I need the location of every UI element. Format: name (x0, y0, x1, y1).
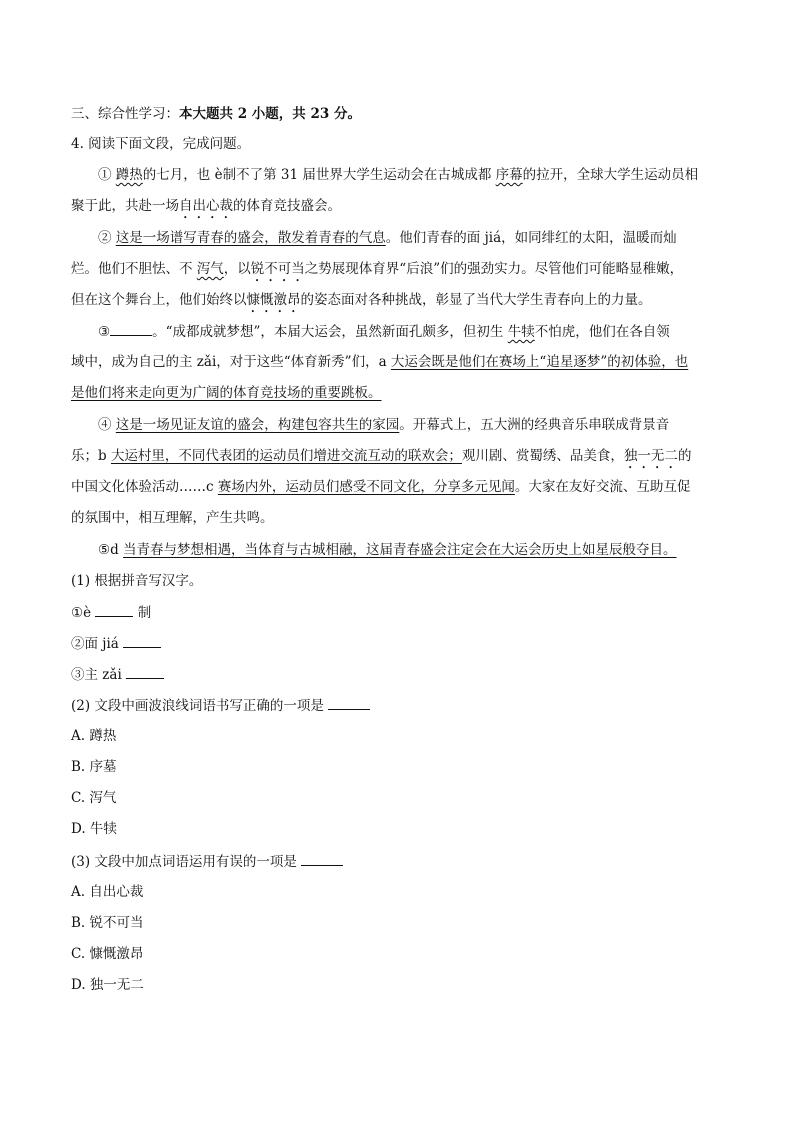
subquestion-1-heading: (1) 根据拼音写汉字。 (71, 573, 203, 589)
para4-text: 乐；b (71, 448, 111, 464)
answer-blank[interactable] (301, 851, 343, 866)
para4-text: 。开幕式上，五大洲的经典音乐串联成背景音 (399, 417, 670, 433)
subquestion-1-item-2 (71, 633, 161, 654)
pinyin-label: ②面 jiá (71, 636, 119, 652)
pinyin-label: ③主 zǎi (71, 667, 122, 683)
para2-text: 的姿态面对各种挑战，彰显了当代大学生青春向上的力量。 (300, 292, 652, 308)
option-d[interactable]: D. 独一无二 (71, 977, 144, 993)
para3-line2 (71, 352, 688, 372)
dotted-word-4: 独一无二 (623, 448, 678, 464)
answer-blank[interactable] (126, 664, 164, 679)
para4-line4: 的氛围中，相互理解，产生共鸣。 (71, 510, 274, 526)
dotted-word-3: 慷慨激昂 (246, 292, 301, 308)
subquestion-3-text: (3) 文段中加点词语运用有误的一项是 (71, 854, 297, 870)
fill-in-blank[interactable] (110, 321, 152, 336)
para1-text: 的体育竞技盛会。 (233, 198, 341, 214)
para3-line3 (71, 383, 382, 403)
pinyin-label: ①è (71, 605, 92, 621)
underlined-sentence-c: 赛场内外，运动员们感受不同文化，分享多元见闻 (217, 479, 515, 495)
underlined-sentence-b: 大运村里，不同代表团的运动员们增进交流互动的联欢会； (110, 448, 462, 464)
para4-line3 (71, 477, 690, 497)
underlined-sentence: 这是一场谱写青春的盛会，散发着青春的气息 (115, 230, 386, 246)
question-4-heading: 4. 阅读下面文段，完成问题。 (71, 136, 251, 152)
para4-text: 的 (677, 448, 692, 464)
subquestion-1-item-1 (71, 602, 151, 623)
subquestion-3-heading (71, 851, 343, 872)
underlined-sentence-d: 当青春与梦想相遇，当体育与古城相融，这届青春盛会注定会在大运会历史上如星辰般夺目。 (123, 542, 677, 558)
para2-text: 烂。他们不胆怯、不 (71, 261, 197, 277)
para5-line1 (98, 540, 677, 560)
underlined-sentence: 这是一场见证友谊的盛会，构建包容共生的家园 (115, 417, 400, 433)
para3-text: 不怕虎，他们在各自领 (534, 324, 670, 340)
para4-line2 (71, 446, 691, 472)
para4-text: 。大家在友好交流、互助互促 (514, 479, 691, 495)
option-b[interactable]: B. 锐不可当 (71, 915, 144, 931)
wavy-word-2: 序幕 (495, 167, 523, 183)
underlined-sentence-a: 大运会既是他们在赛场上“追星逐梦”的初体验，也 (390, 354, 689, 370)
section-scoring: 本大题共 2 小题，共 23 分。 (179, 106, 361, 122)
option-a[interactable]: A. 蹲热 (71, 728, 117, 744)
para1-line2 (71, 196, 341, 222)
wavy-word-3: 泻气 (196, 261, 224, 277)
para1-text: 聚于此，共赴一场 (71, 198, 179, 214)
section-prefix: 三、综合性学习： (71, 106, 179, 122)
subquestion-2-text: (2) 文段中画波浪线词语书写正确的一项是 (71, 698, 324, 714)
option-b[interactable]: B. 序墓 (71, 759, 117, 775)
para1-text: 的七月，也 è制不了第 31 届世界大学生运动会在古城成都 (142, 167, 496, 183)
para1-marker: ① (98, 167, 116, 183)
para3-line1 (98, 321, 670, 342)
option-c[interactable]: C. 慷慨激昂 (71, 946, 144, 962)
para2-text: 但在这个舞台上，他们始终以 (71, 292, 247, 308)
para2-line1 (98, 228, 677, 248)
underlined-sentence-a: 是他们将来走向更为广阔的体育竞技场的重要跳板。 (71, 385, 382, 401)
subquestion-1-item-3 (71, 664, 164, 685)
option-d[interactable]: D. 牛犊 (71, 821, 117, 837)
para2-text: 之势展现体育界“后浪”们的强劲实力。尽管他们可能略显稚嫩， (304, 261, 684, 277)
para3-text: 。“成都成就梦想”，本届大运会，虽然新面孔颇多，但初生 (152, 324, 508, 340)
para5-marker: ⑤d (98, 542, 124, 558)
para3-marker: ③ (98, 324, 111, 340)
para4-line1 (98, 415, 669, 435)
para2-text: ，以 (223, 261, 251, 277)
para4-text: 观川剧、赏蜀绣、品美食， (461, 448, 624, 464)
pinyin-suffix: 制 (137, 605, 152, 621)
answer-blank[interactable] (123, 633, 161, 648)
para2-text: 。他们青春的面 jiá，如同绯红的太阳，温暖而灿 (385, 230, 677, 246)
para4-text: 中国文化体验活动……c (71, 479, 218, 495)
para2-marker: ② (98, 230, 116, 246)
para1-line1 (98, 165, 698, 185)
subquestion-2-heading (71, 695, 370, 716)
dotted-word-1: 自出心裁 (179, 198, 233, 214)
para2-line3 (71, 290, 652, 316)
para2-line2 (71, 259, 683, 285)
wavy-word-1: 蹲热 (115, 167, 143, 183)
para4-marker: ④ (98, 417, 116, 433)
option-a[interactable]: A. 自出心裁 (71, 884, 144, 900)
option-c[interactable]: C. 泻气 (71, 790, 117, 806)
para3-text: 域中，成为自己的主 zǎi，对于这些“体育新秀”们，a (71, 354, 391, 370)
answer-blank[interactable] (95, 602, 133, 617)
wavy-word-4: 牛犊 (507, 324, 535, 340)
para1-text: 的拉开，全球大学生运动员相 (522, 167, 699, 183)
section-heading (71, 104, 361, 124)
dotted-word-2: 锐不可当 (250, 261, 305, 277)
answer-blank[interactable] (328, 695, 370, 710)
